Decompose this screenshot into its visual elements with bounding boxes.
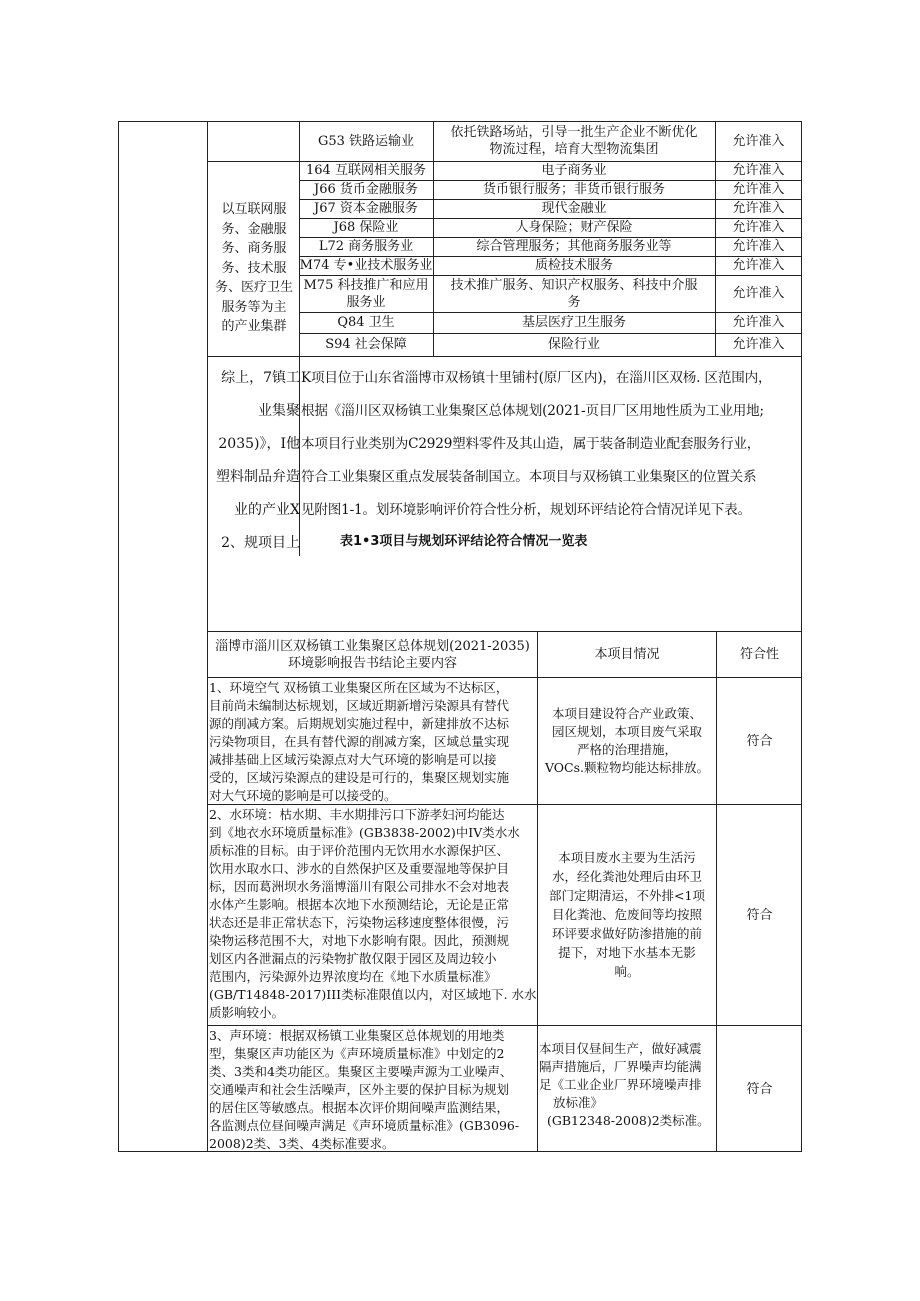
compliance-header-result: 符合性 xyxy=(739,647,779,662)
industry-group-label: 以互联网服 务、金融服 务、商务服 务、技术服 务、医疗卫生 服务等为主 的产业集群 xyxy=(214,202,293,334)
compliance-plan-air: 1、环境空气 双杨镇工业集聚区所在区域为不达标区， 目前尚未编制达标规划，区域近期新增污染源具有替代 源的削减方案。后期规划实施过程中，新建排放不达标 污染物项目，在具有替代源的削减方案，区域总量实现 减排基础上区域污染源点对大气环境的影响是可以接 受的，区域污染源点的建设是可行的，集聚区规划实施 对大气环境的影响是可以接受的。 xyxy=(209,680,510,803)
compliance-header-project: 本项目情况 xyxy=(594,647,660,662)
industry-row-desc: 依托铁路场站，引导一批生产企业不断优化 物流过程，培育大型物流集团 xyxy=(450,125,698,157)
industry-row-desc: 质检技术服务 xyxy=(534,258,613,273)
industry-row-code: S94 社会保障 xyxy=(325,337,407,352)
industry-row-code: J67 资本金融服务 xyxy=(314,201,418,216)
industry-row-status: 允许准入 xyxy=(732,286,785,301)
industry-row-desc: 保险行业 xyxy=(547,337,600,352)
industry-row-code: Q84 卫生 xyxy=(337,315,395,330)
industry-row-desc: 人身保险；财产保险 xyxy=(515,220,633,235)
compliance-project-noise: 本项目仅昼间生产，做好减震 隔声措施后，厂界噪声均能满 足《工业企业厂界环境噪声排 放标准》 (GB12348-2008)2类标准。 xyxy=(539,1041,710,1128)
industry-row-code: M74 专•业技术服务业 xyxy=(299,258,433,273)
industry-row-status: 允许准入 xyxy=(732,239,785,254)
compliance-result-noise: 符合 xyxy=(746,1081,773,1097)
industry-row-desc: 基层医疗卫生服务 xyxy=(521,315,626,330)
industry-row-code: 164 互联网相关服务 xyxy=(306,163,426,178)
summary-left-text: 综上，7镇工 业集聚 2035)》，I他 塑料制品弁造 业的产业X 2、规项目上 xyxy=(216,370,300,551)
compliance-result-air: 符合 xyxy=(746,733,773,749)
industry-row-status: 允许准入 xyxy=(732,182,785,197)
industry-row-desc: 电子商务业 xyxy=(541,163,607,178)
compliance-plan-noise: 3、声环境：根据双杨镇工业集聚区总体规划的用地类 型，集聚区声功能区为《声环境质量标准》中划定的2 类、3类和4类功能区。集聚区主要噪声源为工业噪声、 交通噪声和社会生活噪声，区外主要的保护目标为规划 的居住区等敏感点。根据本次评价期间噪声监测结果， 各监测点位昼间噪声满足《声环境质量标准》(GB3096- 2008)2类、3类、4类标准要求。 xyxy=(209,1028,520,1151)
industry-row-status: 允许准入 xyxy=(732,201,785,216)
industry-row-code: J66 货币金融服务 xyxy=(314,182,418,197)
industry-row-desc: 技术推广服务、知识产权服务、科技中介服 务 xyxy=(450,277,698,310)
compliance-header-plan: 淄博市淄川区双杨镇工业集聚区总体规划(2021-2035) 环境影响报告书结论主要内容 xyxy=(215,638,530,671)
industry-row-status: 允许准入 xyxy=(732,163,785,178)
table-caption: 表1•3项目与规划环评结论符合情况一览表 xyxy=(340,534,588,549)
compliance-project-water: 本项目废水主要为生活污 水，经化粪池处理后由环卫 部门定期清运，不外排<1项 目化粪池、危废间等均按照 环评要求做好防渗措施的前 提下，对地下水基本无影 响。 xyxy=(549,850,705,979)
industry-row-status: 允许准入 xyxy=(732,258,785,273)
industry-row-code: G53 铁路运输业 xyxy=(317,133,415,149)
compliance-project-air: 本项目建设符合产业政策、 园区规划，本项目废气采取 严格的治理措施， VOCs.颗粒物均能达标排放。 xyxy=(544,706,709,775)
industry-row-code: L72 商务服务业 xyxy=(318,239,414,254)
industry-row-desc: 货币银行服务；非货币银行服务 xyxy=(482,182,665,197)
industry-row-desc: 现代金融业 xyxy=(541,201,607,216)
compliance-plan-water: 2、水环境：枯水期、丰水期排污口下游孝妇河均能达 到《地衣水环境质量标准》(GB3838-2002)中IV类水水 质标准的目标。由于评价范围内无饮用水水源保护区、 饮用水取水口、涉水的自然保护区及重要湿地等保护目 标，因而葛洲坝水务淄博淄川有限公司排水不会对地表 水体产生影响。根据本次地下水预测结论，无论是正常 状态还是非正常状态下，污染物运移速度整体很慢，污 染物运移范围不大，对地下水影响有限。因此，预测规 划区内各泄漏点的污染物扩散仅限于园区及周边较小 范围内，污染源外边界浓度均在《地下水质量标准》 (GB/T14848-2017)III类标准限值以内，对区域地下. 水水 质影响较小。 xyxy=(209,807,537,1020)
summary-paragraph: K项目位于山东省淄博市双杨镇十里铺村(原厂区内)，在淄川区双杨. 区范围内， 根据《淄川区双杨镇工业集聚区总体规划(2021-页目厂区用地性质为工业用地; 本项目行业类别为C2929塑料零件及其山造，属于装备制造业配套服务行业， 符合工业集聚区重点发展装备制国立。本项目与双杨镇工业集聚区的位置关系 见附图1-1。划环境影响评价符合性分析，规划环评结论符合情况详见下表。 xyxy=(301,370,772,518)
industry-row-code: J68 保险业 xyxy=(333,220,399,235)
industry-row-status: 允许准入 xyxy=(732,220,785,235)
industry-row-status: 允许准入 xyxy=(732,315,785,330)
compliance-result-water: 符合 xyxy=(746,907,773,923)
industry-row-status: 允许准入 xyxy=(732,337,785,352)
industry-row-status: 允许准入 xyxy=(732,133,785,149)
industry-row-desc: 综合管理服务；其他商务服务业等 xyxy=(476,239,672,254)
industry-row-code: M75 科技推广和应用 服务业 xyxy=(303,277,429,310)
